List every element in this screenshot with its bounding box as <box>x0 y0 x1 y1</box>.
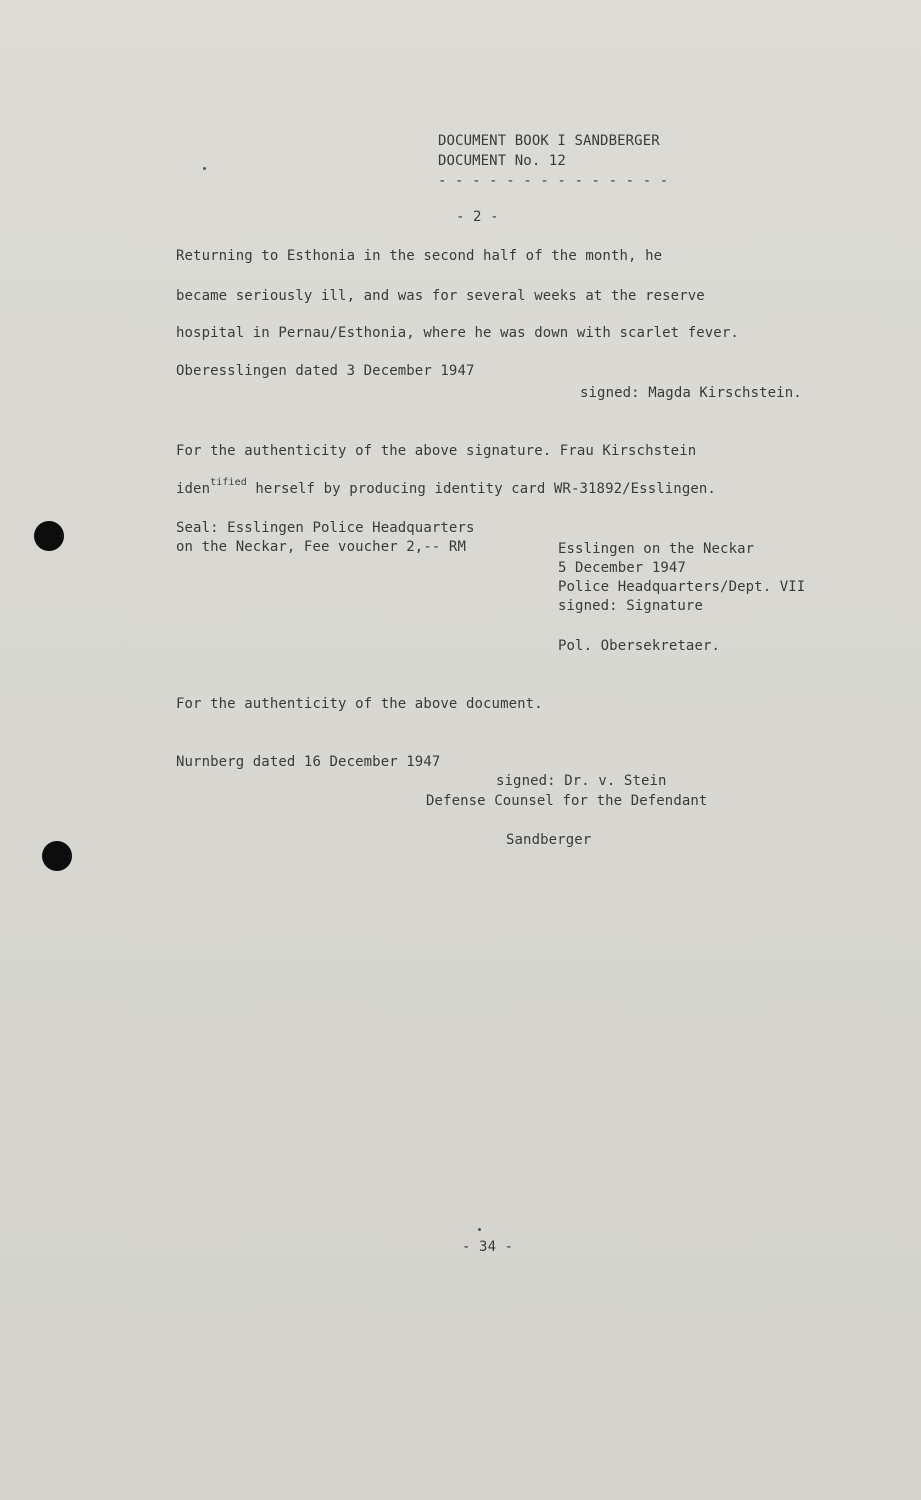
closing-defendant: Sandberger <box>506 832 592 848</box>
header-rule: - - - - - - - - - - - - - - <box>438 173 669 189</box>
body-line-3: hospital in Pernau/Esthonia, where he was down with scarlet fever. <box>176 325 739 341</box>
header-document-number: DOCUMENT No. 12 <box>438 153 566 169</box>
seal-line-1: Seal: Esslingen Police Headquarters <box>176 520 475 536</box>
binder-hole-top <box>34 521 64 551</box>
body-line-5-start: iden <box>176 481 211 497</box>
header-document-book: DOCUMENT BOOK I SANDBERGER <box>438 133 660 149</box>
police-signed: signed: Signature <box>558 598 703 614</box>
body-line-5-superscript: tified <box>210 477 247 488</box>
seal-line-2: on the Neckar, Fee voucher 2,-- RM <box>176 539 466 555</box>
body-line-4: For the authenticity of the above signature. Frau Kirschstein <box>176 443 697 459</box>
police-place: Esslingen on the Neckar <box>558 541 755 557</box>
body-line-1: Returning to Esthonia in the second half of the month, he <box>176 248 663 264</box>
closing-role: Defense Counsel for the Defendant <box>426 793 708 809</box>
body-line-2: became seriously ill, and was for several weeks at the reserve <box>176 288 705 304</box>
body-line-5 <box>176 477 716 500</box>
footer-page-number: - 34 - <box>462 1239 514 1255</box>
closing-signed: signed: Dr. v. Stein <box>496 773 667 789</box>
closing-authenticity: For the authenticity of the above document. <box>176 696 543 712</box>
body-line-5-end: herself by producing identity card WR-31892/Esslingen. <box>246 481 716 497</box>
police-date: 5 December 1947 <box>558 560 686 576</box>
closing-place-date: Nurnberg dated 16 December 1947 <box>176 754 441 770</box>
police-department: Police Headquarters/Dept. VII <box>558 579 806 595</box>
place-date-line: Oberesslingen dated 3 December 1947 <box>176 363 475 379</box>
page-marker: - 2 - <box>456 209 499 225</box>
paper-speck <box>203 167 206 170</box>
signature-kirschstein: signed: Magda Kirschstein. <box>580 385 802 401</box>
paper-speck <box>478 1228 481 1231</box>
binder-hole-bottom <box>42 841 72 871</box>
police-rank: Pol. Obersekretaer. <box>558 638 721 654</box>
